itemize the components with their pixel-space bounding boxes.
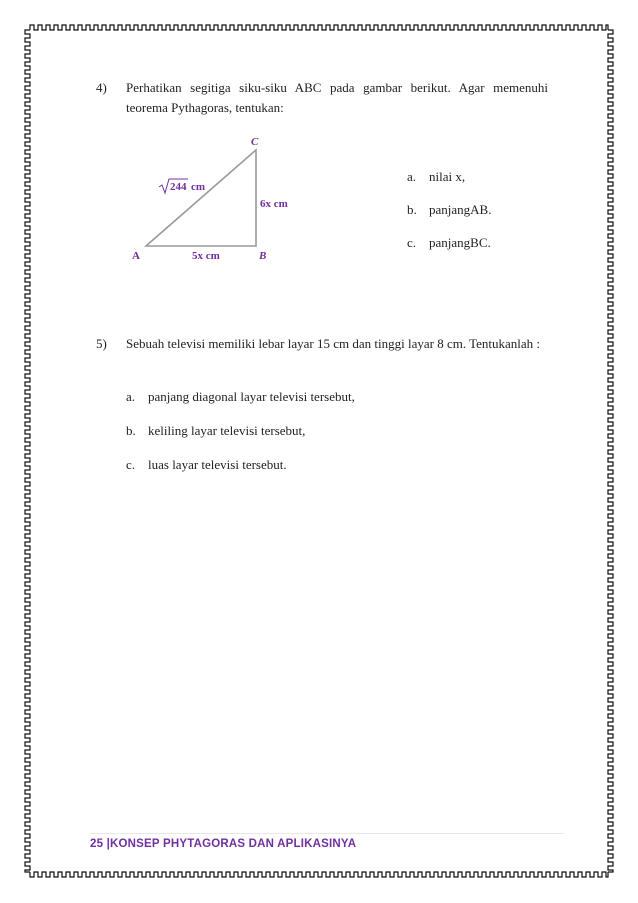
- question-number: 5): [96, 336, 107, 351]
- vertex-a-label: A: [132, 250, 140, 262]
- q4-option-c: [407, 233, 491, 253]
- option-text: luas layar televisi tersebut.: [148, 457, 287, 472]
- vertex-c-label: C: [251, 136, 259, 148]
- hypotenuse-unit: cm: [191, 181, 206, 193]
- option-text: nilai x,: [429, 169, 466, 184]
- option-label: b.: [126, 423, 136, 438]
- option-text: keliling layar televisi tersebut,: [148, 423, 306, 438]
- option-text: panjangAB.: [429, 202, 492, 217]
- option-label: a.: [126, 389, 136, 404]
- right-triangle-figure: [126, 132, 326, 267]
- option-label: c.: [407, 235, 417, 250]
- side-bc-label: 6x cm: [260, 198, 288, 210]
- question-5: [96, 334, 548, 354]
- hypotenuse-root-value: 244: [170, 181, 187, 193]
- q5-option-a: [126, 387, 355, 407]
- question-4: [96, 78, 548, 118]
- question-text: Perhatikan segitiga siku-siku ABC pada gambar berikut. Agar memenuhi teorema Pythagoras, tentukan:: [126, 80, 548, 115]
- vertex-b-label: B: [259, 250, 267, 262]
- question-text: Sebuah televisi memiliki lebar layar 15 cm dan tinggi layar 8 cm. Tentukanlah :: [126, 336, 541, 351]
- option-label: c.: [126, 457, 136, 472]
- q4-option-a: [407, 167, 465, 187]
- option-text: panjangBC.: [429, 235, 491, 250]
- option-label: b.: [407, 202, 417, 217]
- option-label: a.: [407, 169, 417, 184]
- q4-option-b: [407, 200, 491, 220]
- option-text: panjang diagonal layar televisi tersebut,: [148, 389, 355, 404]
- side-ab-label: 5x cm: [192, 250, 220, 262]
- q5-option-c: [126, 455, 287, 475]
- triangle-abc: [146, 150, 256, 246]
- question-number: 4): [96, 80, 107, 95]
- page-footer: 25 |KONSEP PHYTAGORAS DAN APLIKASINYA: [90, 838, 357, 850]
- q5-option-b: [126, 421, 305, 441]
- footer-divider: [90, 833, 564, 834]
